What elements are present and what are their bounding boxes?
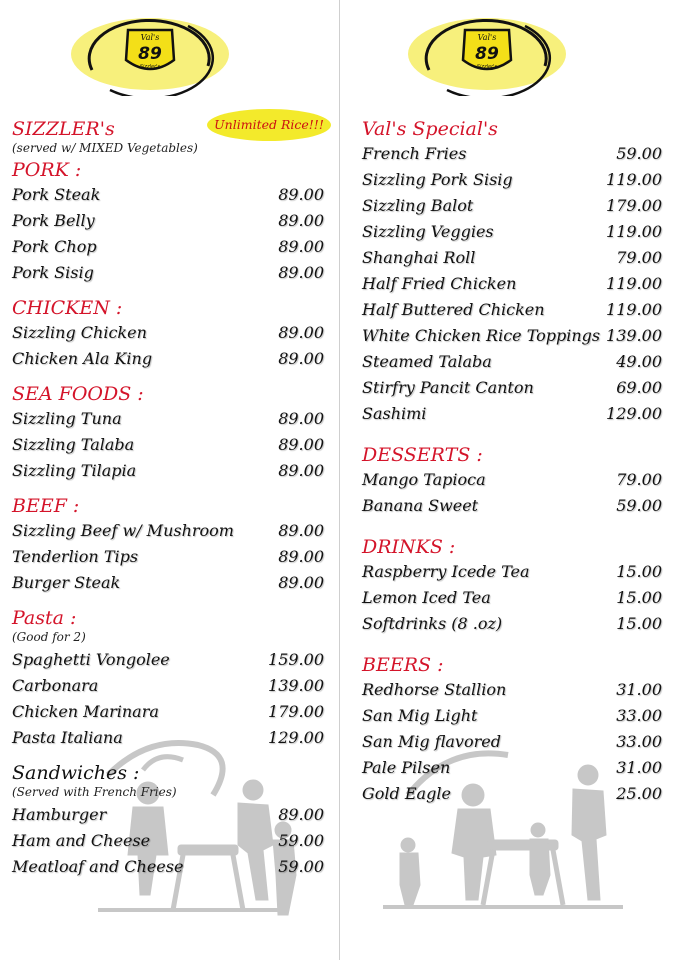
item-price: 119.00 (606, 274, 662, 293)
menu-item (362, 611, 662, 637)
menu-item (362, 323, 662, 349)
sizzlers-heading: SIZZLER's (12, 118, 115, 140)
menu-item (362, 585, 662, 611)
item-price: 15.00 (616, 614, 662, 633)
menu-item (362, 755, 662, 781)
menu-item (12, 208, 324, 234)
menu-item (362, 349, 662, 375)
svg-text:89: 89 (475, 44, 499, 64)
menu-page-right (340, 0, 679, 960)
item-name: Pork Steak (12, 185, 101, 204)
menu-item (362, 193, 662, 219)
item-name: Sizzling Beef w/ Mushroom (12, 521, 234, 540)
item-price: 89.00 (278, 573, 324, 592)
item-name: French Fries (362, 144, 467, 163)
item-name: Half Fried Chicken (362, 274, 517, 293)
item-price: 31.00 (616, 680, 662, 699)
item-price: 25.00 (616, 784, 662, 803)
item-price: 89.00 (278, 237, 324, 256)
menu-item (12, 544, 324, 570)
item-price: 79.00 (616, 470, 662, 489)
item-price: 89.00 (278, 349, 324, 368)
item-name: Chicken Marinara (12, 702, 159, 721)
item-price: 119.00 (606, 222, 662, 241)
item-price: 33.00 (616, 706, 662, 725)
item-name: Redhorse Stallion (362, 680, 507, 699)
item-name: Mango Tapioca (362, 470, 486, 489)
menu-item (12, 802, 324, 828)
item-name: Meatloaf and Cheese (12, 857, 184, 876)
item-name: Banana Sweet (362, 496, 479, 515)
menu-item (362, 141, 662, 167)
item-name: Softdrinks (8 .oz) (362, 614, 503, 633)
left-menu-list (12, 117, 324, 880)
menu-item (12, 406, 324, 432)
menu-item (362, 677, 662, 703)
menu-item (12, 854, 324, 880)
menu-page-left (0, 0, 339, 960)
specials-heading: Val's Special's (362, 118, 498, 140)
menu-item (362, 703, 662, 729)
menu-item (362, 401, 662, 427)
item-price: 89.00 (278, 323, 324, 342)
menu-item (12, 725, 324, 751)
item-price: 179.00 (268, 702, 324, 721)
item-name: San Mig flavored (362, 732, 501, 751)
menu-item (362, 167, 662, 193)
item-price: 179.00 (606, 196, 662, 215)
item-price: 15.00 (616, 562, 662, 581)
item-price: 59.00 (616, 144, 662, 163)
item-price: 49.00 (616, 352, 662, 371)
item-name: San Mig Light (362, 706, 478, 725)
item-name: Chicken Ala King (12, 349, 153, 368)
item-name: Sizzling Chicken (12, 323, 147, 342)
item-price: 33.00 (616, 732, 662, 751)
vals-89-logo (407, 8, 567, 96)
item-name: Half Buttered Chicken (362, 300, 545, 319)
desserts-heading: DESSERTS : (362, 444, 483, 466)
item-price: 89.00 (278, 211, 324, 230)
svg-text:89: 89 (138, 44, 162, 64)
unlimited-rice-badge: Unlimited Rice!!! (207, 109, 331, 141)
item-name: Carbonara (12, 676, 99, 695)
menu-item (12, 518, 324, 544)
menu-item (12, 234, 324, 260)
menu-item (362, 559, 662, 585)
item-price: 31.00 (616, 758, 662, 777)
item-price: 129.00 (606, 404, 662, 423)
pasta-subtitle: (Good for 2) (12, 630, 86, 644)
item-price: 89.00 (278, 521, 324, 540)
item-price: 59.00 (616, 496, 662, 515)
logo-graphic (407, 8, 567, 96)
menu-item (362, 271, 662, 297)
item-price: 139.00 (606, 326, 662, 345)
item-price: 89.00 (278, 547, 324, 566)
sandwiches-subtitle: (Served with French Fries) (12, 785, 177, 799)
item-price: 15.00 (616, 588, 662, 607)
menu-item (12, 828, 324, 854)
vals-89-logo (70, 8, 230, 96)
chicken-heading: CHICKEN : (12, 297, 123, 319)
item-name: Sizzling Veggies (362, 222, 494, 241)
item-price: 119.00 (606, 300, 662, 319)
menu-item (362, 729, 662, 755)
item-name: Ham and Cheese (12, 831, 151, 850)
logo-graphic (70, 8, 230, 96)
menu-item (12, 647, 324, 673)
item-price: 89.00 (278, 805, 324, 824)
menu-item (362, 493, 662, 519)
menu-item (12, 699, 324, 725)
menu-item (12, 673, 324, 699)
pasta-heading: Pasta : (12, 607, 77, 629)
menu-item (362, 245, 662, 271)
item-price: 119.00 (606, 170, 662, 189)
item-name: Spaghetti Vongolee (12, 650, 170, 669)
item-name: Stirfry Pancit Canton (362, 378, 534, 397)
item-name: Pork Sisig (12, 263, 94, 282)
seafoods-heading: SEA FOODS : (12, 383, 144, 405)
item-price: 59.00 (278, 831, 324, 850)
menu-item (362, 375, 662, 401)
menu-item (12, 346, 324, 372)
sizzlers-subtitle: (served w/ MIXED Vegetables) (12, 141, 198, 155)
item-name: Pork Belly (12, 211, 95, 230)
item-name: Sizzling Pork Sisig (362, 170, 513, 189)
item-name: Pasta Italiana (12, 728, 123, 747)
svg-text:Sizzler's: Sizzler's (476, 64, 498, 70)
item-name: Lemon Iced Tea (362, 588, 491, 607)
svg-text:Sizzler's: Sizzler's (139, 64, 161, 70)
item-name: Sashimi (362, 404, 427, 423)
item-price: 139.00 (268, 676, 324, 695)
item-name: Gold Eagle (362, 784, 451, 803)
item-price: 89.00 (278, 435, 324, 454)
item-name: Steamed Talaba (362, 352, 492, 371)
item-price: 89.00 (278, 461, 324, 480)
item-name: Sizzling Balot (362, 196, 474, 215)
sandwiches-heading: Sandwiches : (12, 762, 140, 784)
item-price: 129.00 (268, 728, 324, 747)
menu-item (12, 320, 324, 346)
item-name: Hamburger (12, 805, 107, 824)
menu-item (12, 182, 324, 208)
right-menu-list (362, 117, 662, 807)
menu-item (12, 432, 324, 458)
drinks-heading: DRINKS : (362, 536, 456, 558)
item-price: 159.00 (268, 650, 324, 669)
item-name: Pale Pilsen (362, 758, 451, 777)
item-name: Sizzling Tilapia (12, 461, 137, 480)
item-price: 89.00 (278, 263, 324, 282)
menu-item (362, 219, 662, 245)
menu-item (362, 297, 662, 323)
item-price: 79.00 (616, 248, 662, 267)
svg-text:Val's: Val's (477, 33, 497, 42)
menu-item (12, 570, 324, 596)
item-name: Sizzling Talaba (12, 435, 135, 454)
item-name: Sizzling Tuna (12, 409, 122, 428)
item-price: 69.00 (616, 378, 662, 397)
menu-item (12, 260, 324, 286)
item-price: 89.00 (278, 409, 324, 428)
pork-heading: PORK : (12, 159, 82, 181)
item-name: Tenderlion Tips (12, 547, 139, 566)
menu-item (362, 781, 662, 807)
beef-heading: BEEF : (12, 495, 80, 517)
menu-item (362, 467, 662, 493)
item-name: Burger Steak (12, 573, 121, 592)
item-price: 59.00 (278, 857, 324, 876)
item-price: 89.00 (278, 185, 324, 204)
item-name: White Chicken Rice Toppings (362, 326, 601, 345)
item-name: Pork Chop (12, 237, 97, 256)
item-name: Raspberry Icede Tea (362, 562, 530, 581)
item-name: Shanghai Roll (362, 248, 476, 267)
svg-text:Val's: Val's (140, 33, 160, 42)
beers-heading: BEERS : (362, 654, 444, 676)
menu-item (12, 458, 324, 484)
